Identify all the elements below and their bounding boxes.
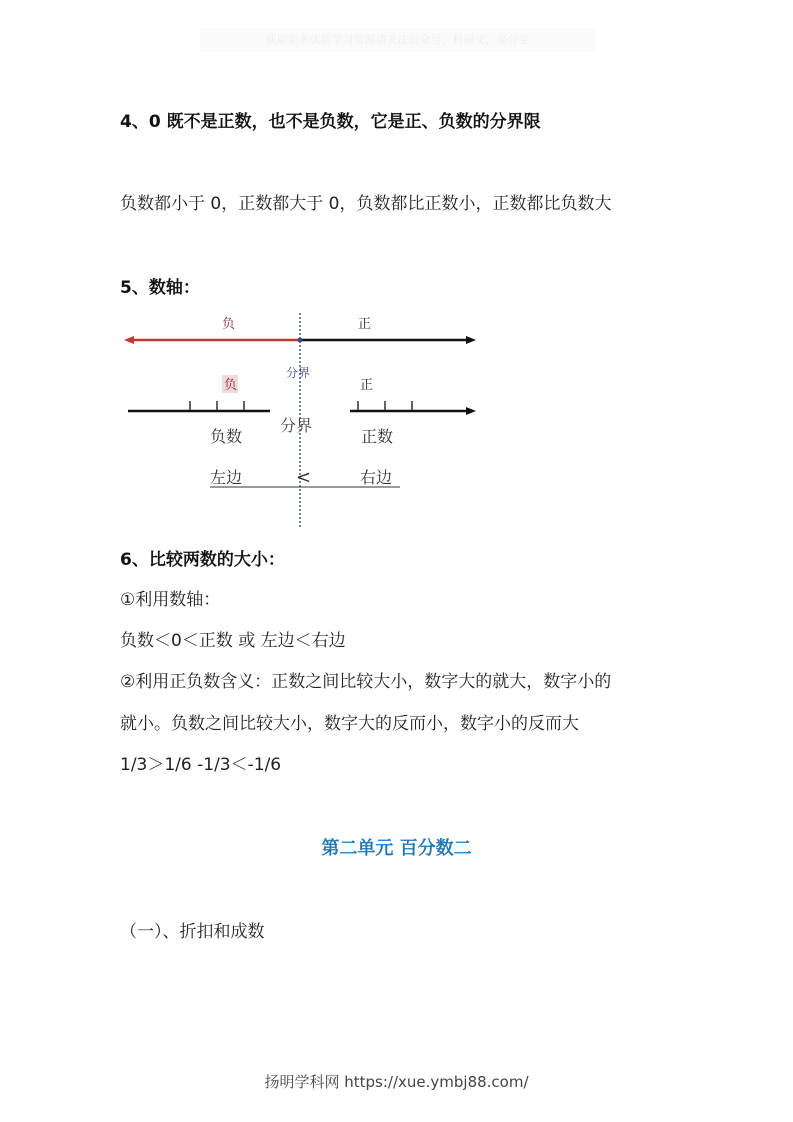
less-than-sign: < <box>296 467 312 488</box>
right-arrow-icon <box>466 336 476 344</box>
footer-text: 扬明学科网 https://xue.ymbj88.com/ <box>264 1073 529 1091</box>
section-6-example: 1/3＞1/6 -1/3＜-1/6 <box>120 755 282 775</box>
top-positive-label: 正 <box>358 317 372 332</box>
section-6-item-2-line-2: 就小。负数之间比较大小，数字大的反而小，数字小的反而大 <box>120 714 579 734</box>
section-6-item-1-body: 负数＜0＜正数 或 左边＜右边 <box>120 631 346 651</box>
origin-point <box>298 338 303 343</box>
positive-numbers-label: 正数 <box>361 427 394 446</box>
left-arrow-icon <box>124 336 134 344</box>
unit-title: 第二单元 百分数二 <box>321 838 472 859</box>
section-4-heading: 4、0 既不是正数，也不是负数，它是正、负数的分界限 <box>120 112 541 132</box>
boundary-label-mid: 分界 <box>280 416 313 435</box>
top-negative-label: 负 <box>222 317 236 332</box>
section-6-item-1: ①利用数轴： <box>120 590 221 610</box>
right-arrow-icon-2 <box>466 407 476 415</box>
negative-numbers-label: 负数 <box>210 427 243 446</box>
right-label: 右边 <box>360 468 393 487</box>
mid-negative-label: 负 <box>224 378 238 393</box>
section-6-heading: 6、比较两数的大小： <box>120 550 285 570</box>
number-line-diagram <box>118 305 496 530</box>
section-5-heading: 5、数轴： <box>120 278 200 298</box>
section-6-item-2-line-1: ②利用正负数含义：正数之间比较大小，数字大的就大，数字小的 <box>120 672 612 692</box>
mid-positive-label: 正 <box>360 378 374 393</box>
section-4-body: 负数都小于 0，正数都大于 0，负数都比正数小，正数都比负数大 <box>120 194 612 214</box>
boundary-label-top: 分界 <box>286 366 311 380</box>
left-label: 左边 <box>210 468 243 487</box>
subsection-heading: （一）、折扣和成数 <box>120 922 265 942</box>
watermark: 获取更多优质学习资源请关注公众号，科研文，高分宝 <box>200 28 595 52</box>
